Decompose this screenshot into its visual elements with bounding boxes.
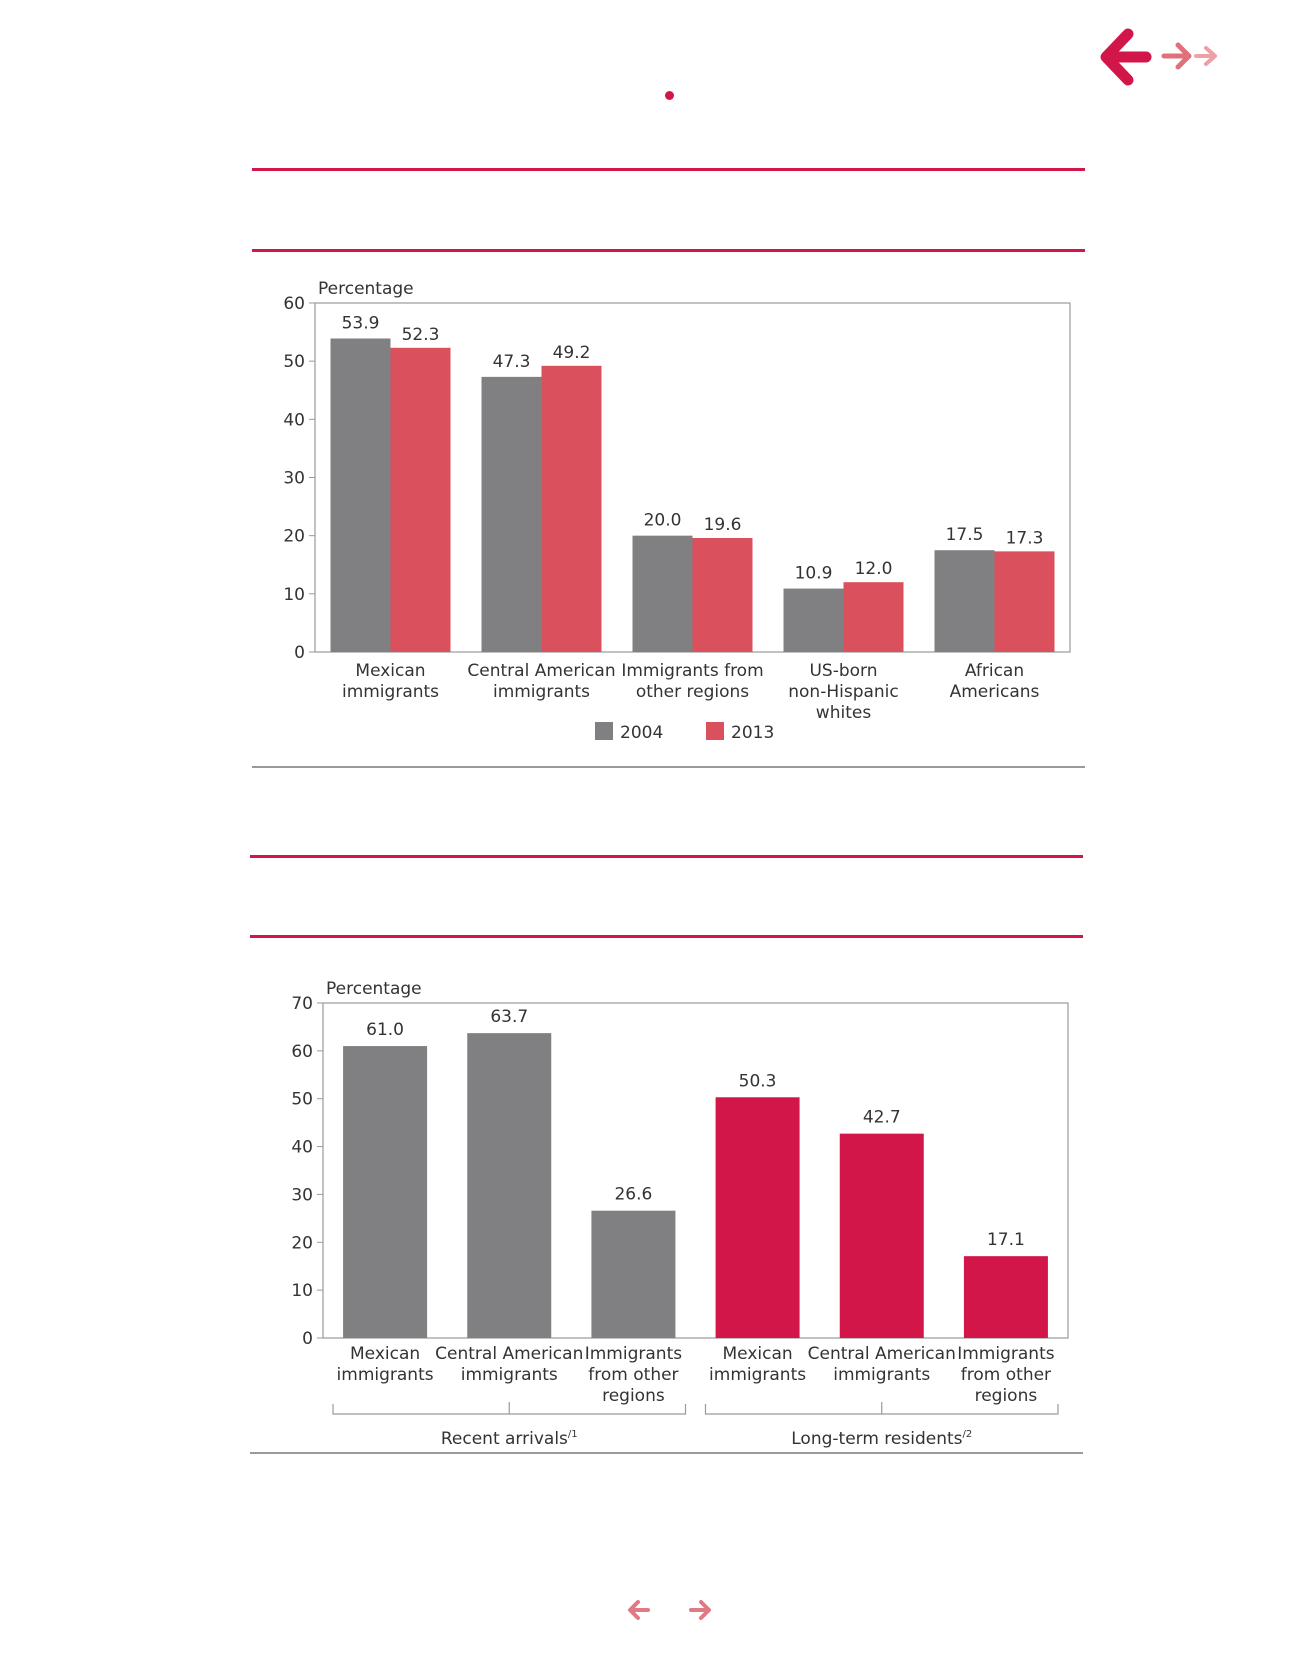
y-tick-label: 70: [291, 994, 313, 1014]
data-label: 61.0: [366, 1020, 405, 1041]
category-label: Immigrants: [584, 1344, 683, 1364]
data-label: 52.3: [401, 324, 440, 345]
group-label: Long-term residents$^{/2}$: [791, 1429, 973, 1449]
category-label: immigrants: [833, 1365, 931, 1385]
y-tick-label: 20: [283, 526, 305, 547]
category-label: non-Hispanic: [788, 682, 899, 702]
bar: [343, 1046, 427, 1338]
bar: [964, 1256, 1048, 1338]
y-tick-label: 0: [302, 1329, 313, 1349]
bar-2013: [844, 582, 904, 652]
data-label: 63.7: [490, 1007, 529, 1028]
bar-2013: [542, 366, 602, 652]
bar-2004: [331, 338, 391, 652]
figure2-top-rule: [250, 855, 1083, 858]
arrow-left-icon: [626, 1597, 652, 1623]
data-label: 53.9: [341, 313, 380, 334]
y-tick-label: 10: [283, 584, 305, 605]
y-tick-label: 50: [291, 1089, 313, 1110]
data-label: 50.3: [738, 1071, 777, 1092]
y-tick-label: 0: [294, 643, 305, 663]
data-label: 10.9: [794, 563, 833, 584]
category-label: Immigrants: [957, 1344, 1055, 1364]
y-tick-label: 50: [283, 352, 305, 373]
legend-label: 2013: [731, 723, 775, 743]
category-label: Central American: [807, 1344, 956, 1364]
data-label: 19.6: [703, 514, 742, 535]
data-label: 17.3: [1005, 528, 1044, 549]
category-label: Immigrants from: [621, 661, 764, 681]
y-tick-label: 40: [291, 1137, 313, 1158]
category-label: Mexican: [722, 1344, 793, 1364]
category-label: Central American: [435, 1344, 584, 1364]
y-axis-label: Percentage: [326, 979, 422, 999]
arrow-right-icon: [687, 1597, 713, 1623]
legend-swatch-2004: [595, 722, 613, 740]
y-tick-label: 10: [291, 1281, 313, 1302]
data-label: 12.0: [854, 559, 893, 580]
figure2-bottom-rule: [250, 1452, 1083, 1454]
bar-2013: [693, 538, 753, 652]
chart-2004-2013: [0, 0, 1312, 800]
data-label: 42.7: [862, 1107, 901, 1128]
category-label: African: [964, 661, 1025, 681]
y-tick-label: 20: [291, 1233, 313, 1254]
category-label: regions: [602, 1386, 665, 1406]
bar-2013: [995, 551, 1055, 652]
bar: [467, 1033, 551, 1338]
bar-2004: [935, 550, 995, 652]
data-label: 20.0: [643, 510, 682, 531]
category-label: immigrants: [492, 682, 591, 702]
category-label: Mexican: [350, 1344, 421, 1364]
data-label: 26.6: [614, 1184, 653, 1205]
category-label: immigrants: [336, 1365, 434, 1385]
category-label: Americans: [949, 682, 1040, 702]
y-tick-label: 40: [283, 410, 305, 431]
category-label: immigrants: [341, 682, 440, 702]
bar-2004: [482, 377, 542, 652]
data-label: 17.1: [986, 1230, 1025, 1251]
category-label: US-born: [809, 661, 878, 681]
figure2-header-rule: [250, 935, 1083, 938]
data-label: 49.2: [552, 342, 591, 363]
bar-2004: [784, 589, 844, 652]
category-label: Mexican: [355, 661, 426, 681]
legend-label: 2004: [620, 723, 664, 743]
plot-frame: [323, 1003, 1068, 1338]
bar: [840, 1134, 924, 1338]
y-tick-label: 60: [291, 1041, 313, 1062]
y-axis-label: Percentage: [318, 279, 414, 299]
bar-2004: [633, 536, 693, 652]
category-label: Central American: [467, 661, 616, 681]
previous-page-button[interactable]: [626, 1597, 652, 1623]
y-tick-label: 30: [291, 1185, 313, 1206]
bar: [591, 1211, 675, 1338]
legend-swatch-2013: [706, 722, 724, 740]
category-label: regions: [974, 1386, 1038, 1406]
category-label: other regions: [635, 682, 750, 702]
category-label: immigrants: [709, 1365, 807, 1385]
data-label: 47.3: [492, 351, 531, 372]
category-label: from other: [588, 1365, 679, 1385]
category-label: whites: [815, 703, 872, 723]
bar-2013: [391, 348, 451, 652]
y-tick-label: 30: [283, 468, 305, 489]
bar: [716, 1097, 800, 1338]
chart-arrivals-residents: [0, 940, 1312, 1450]
data-label: 17.5: [945, 525, 984, 546]
group-label: Recent arrivals$^{/1}$: [440, 1429, 578, 1449]
category-label: from other: [960, 1365, 1052, 1385]
category-label: immigrants: [460, 1365, 558, 1385]
next-page-button[interactable]: [687, 1597, 713, 1623]
y-tick-label: 60: [283, 294, 305, 314]
